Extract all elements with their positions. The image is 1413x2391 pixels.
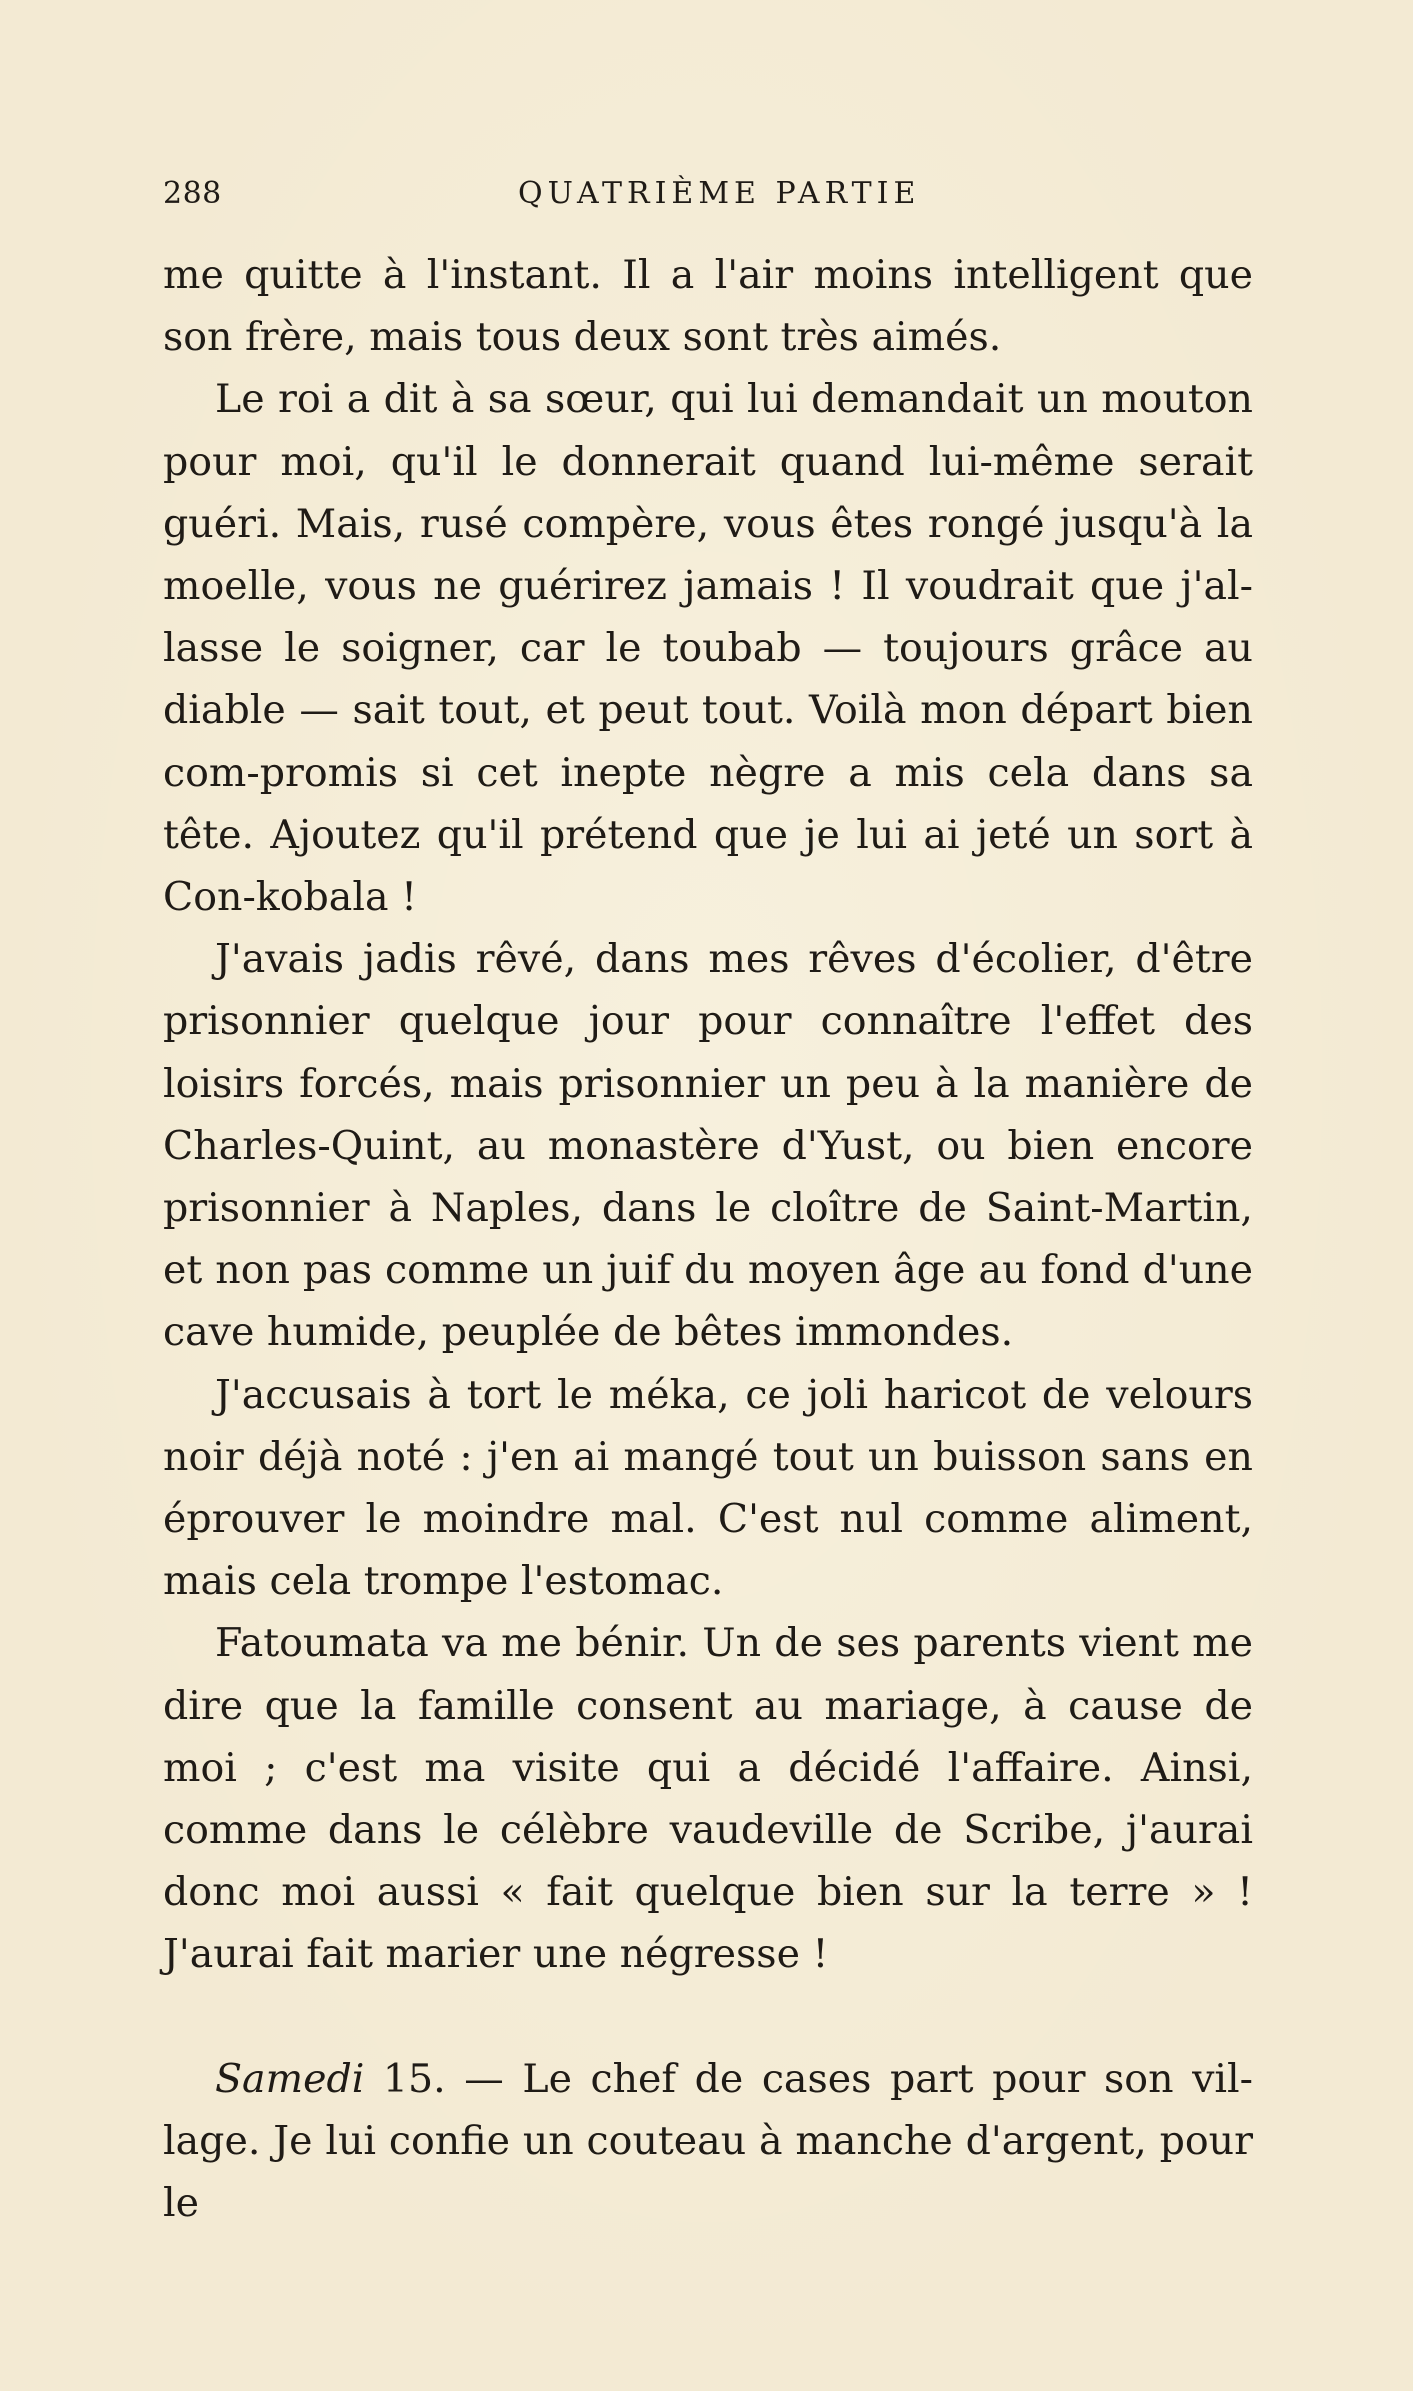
body-text [163,244,1253,2234]
paragraph: J'avais jadis rêvé, dans mes rêves d'écolier, d'être prisonnier quelque jour pour connaître l'effet des loisirs forcés, mais prisonnier un peu à la manière de Charles-Quint, au monastère d'Yust, ou bien encore prisonnier à Naples, dans le cloître de Saint-Martin, et non pas comme un juif du moyen âge au fond d'une cave humide, peuplée de bêtes immondes. [163,936,1253,1356]
running-head: QUATRIÈME PARTIE [518,176,921,211]
paragraph: Fatoumata va me bénir. Un de ses parents vient me dire que la famille consent au mariage, à cause de moi ; c'est ma visite qui a décidé l'affaire. Ainsi, comme dans le célèbre vaudeville de Scribe, j'aurai donc moi aussi « fait quelque bien sur la terre » ! J'aurai fait marier une négresse ! [163,1620,1253,1978]
page-header [163,176,1253,224]
diary-entry [163,2048,1253,2235]
paragraph: Le roi a dit à sa sœur, qui lui demandait un mouton pour moi, qu'il le donnerait quand lui-même serait guéri. Mais, rusé compère, vous êtes rongé jusqu'à la moelle, vous ne guérirez jamais ! Il voudrait que j'al-lasse le soigner, car le toubab — toujours grâce au diable — sait tout, et peut tout. Voilà mon départ bien com-promis si cet inepte nègre a mis cela dans sa tête. Ajoutez qu'il prétend que je lui ai jeté un sort à Con-kobala ! [163,376,1253,921]
entry-date: Samedi [215,2055,365,2102]
entry-text: 15. — Le chef de cases part pour son vil-lage. Je lui confie un couteau à manche d'argent, pour le [163,2055,1253,2227]
paragraph: me quitte à l'instant. Il a l'air moins intelligent que son frère, mais tous deux sont très aimés. [163,252,1253,361]
page-number: 288 [163,176,222,211]
paragraph: J'accusais à tort le méka, ce joli haricot de velours noir déjà noté : j'en ai mangé tout un buisson sans en éprouver le moindre mal. C'est nul comme aliment, mais cela trompe l'estomac. [163,1371,1253,1605]
